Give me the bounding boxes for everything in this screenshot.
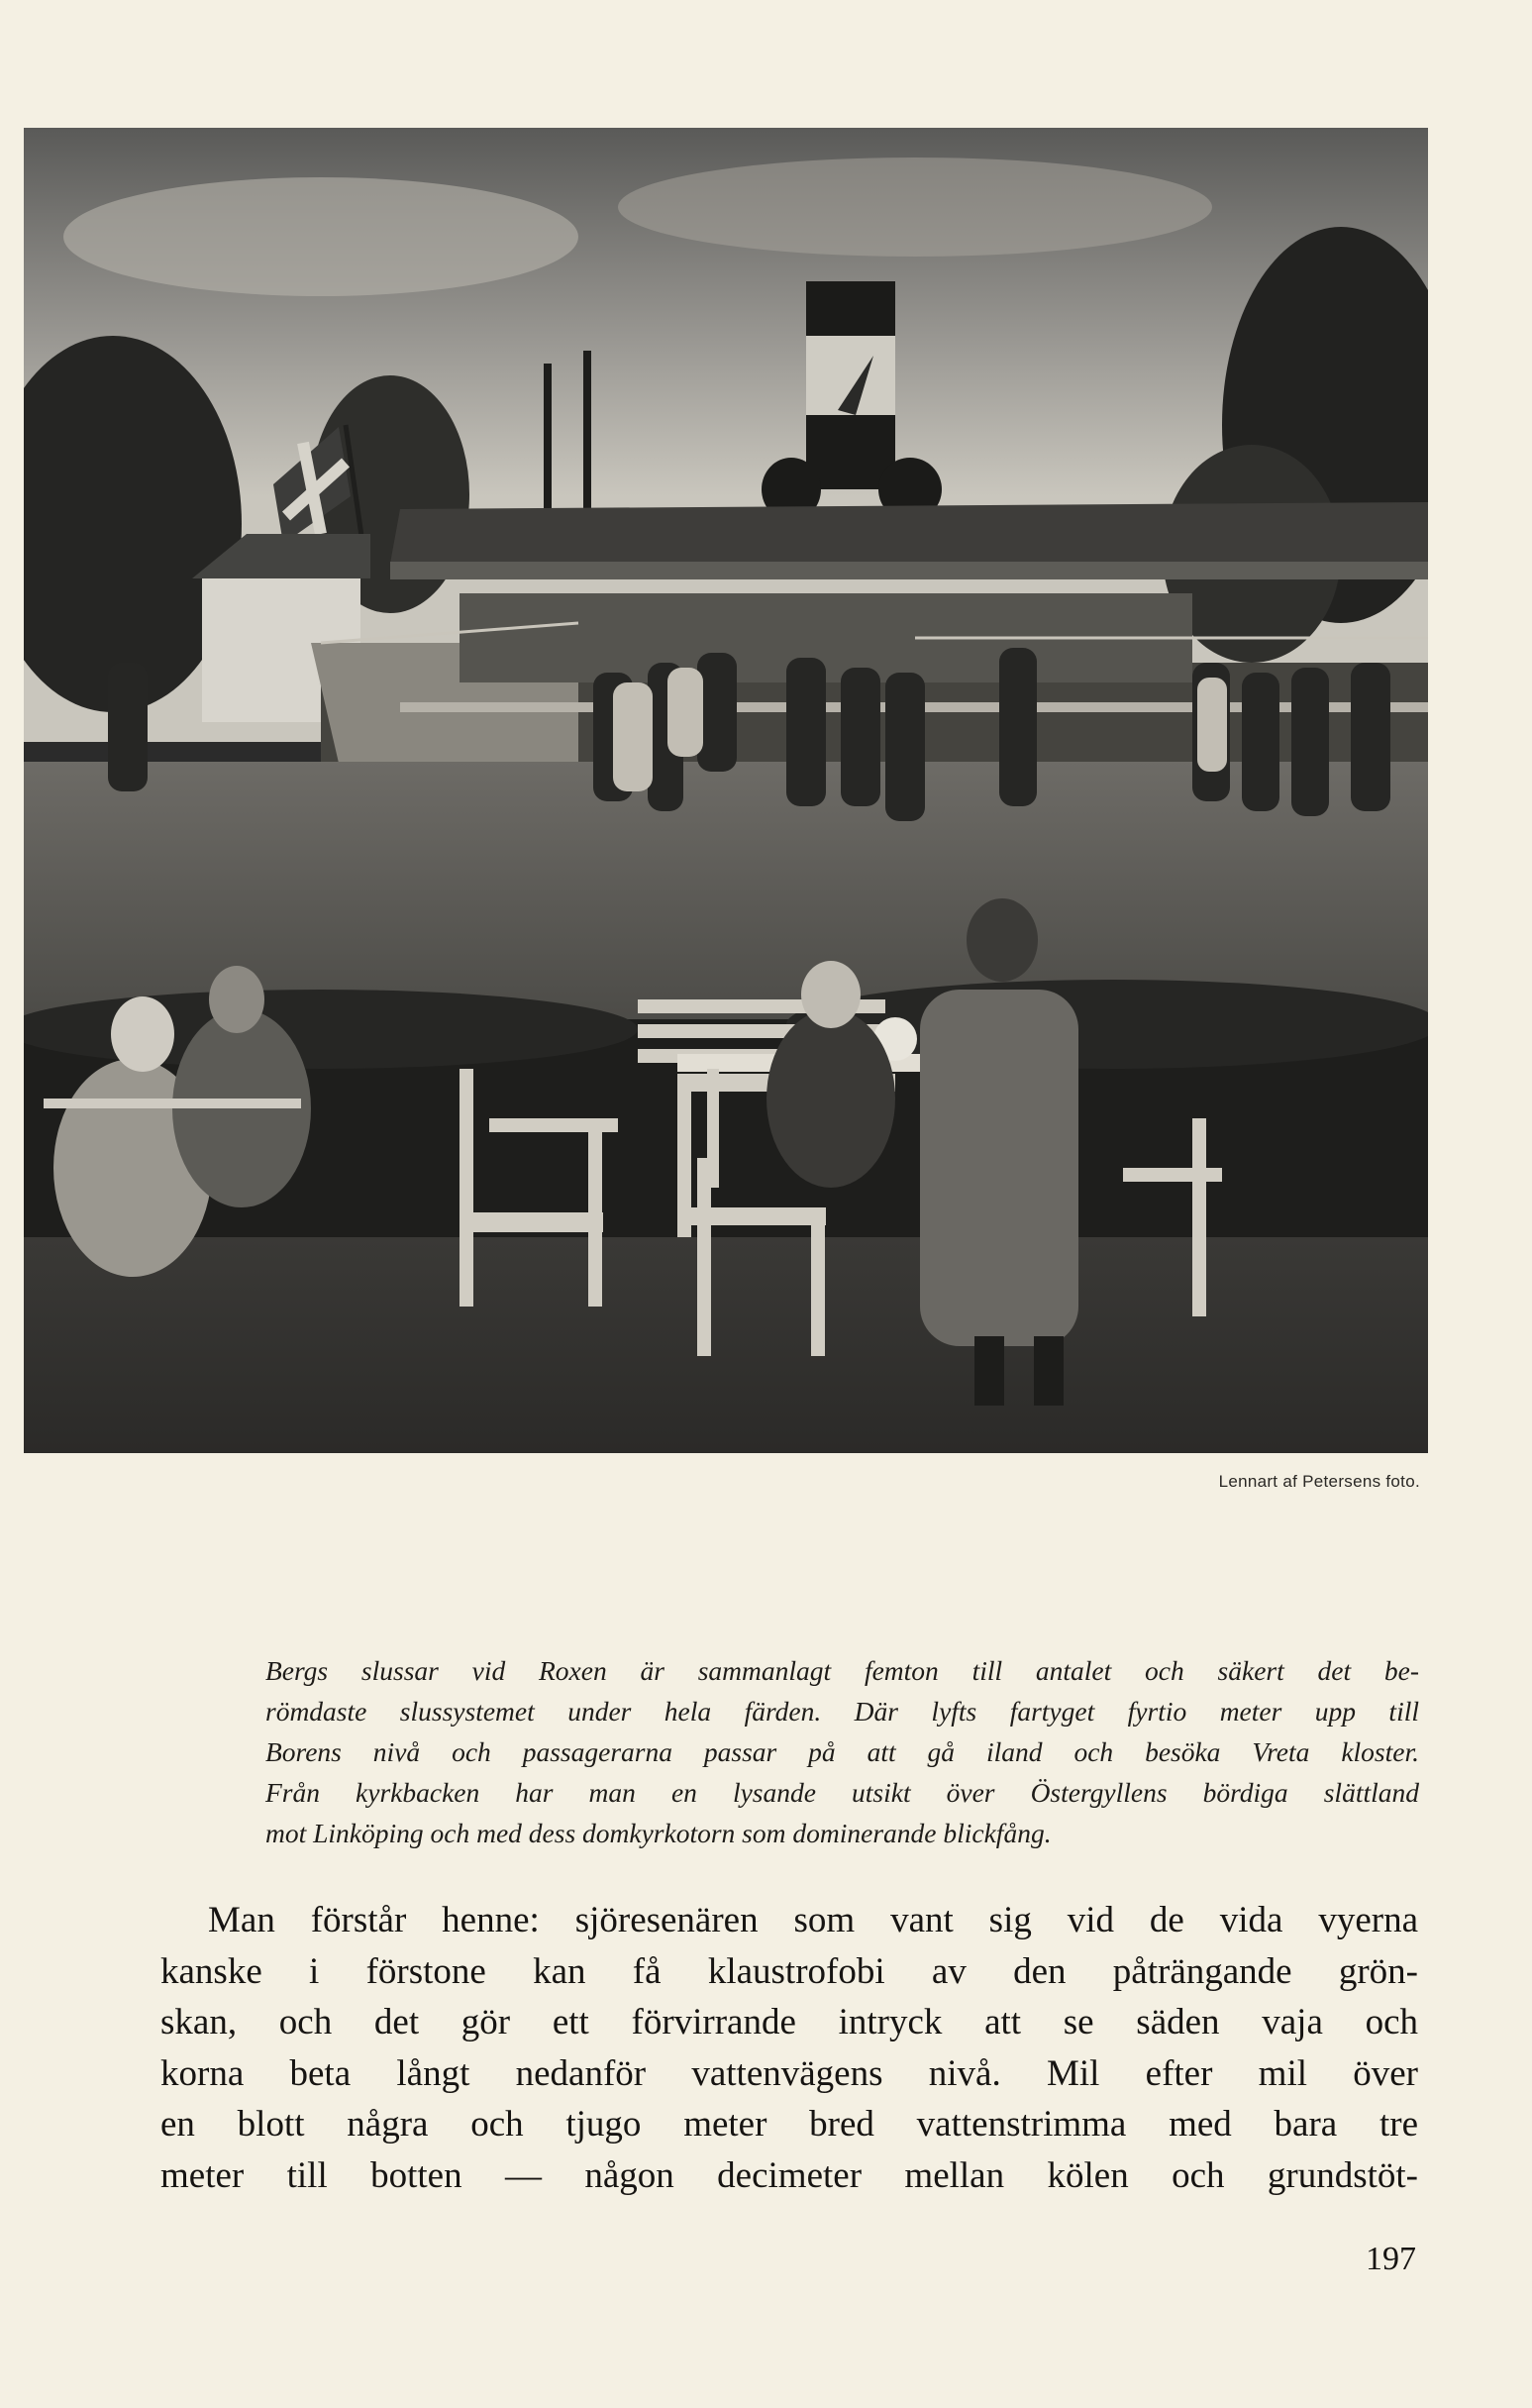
photo-caption: [265, 1650, 1419, 1853]
body-line: Man förstår henne: sjöresenären som vant sig vid de vida vyerna: [208, 1900, 1418, 1940]
body-line: korna beta långt nedanför vattenvägens nivå. Mil efter mil över: [160, 2052, 1418, 2094]
caption-line: Borens nivå och passagerarna passar på att gå iland och besöka Vreta kloster.: [265, 1736, 1419, 1767]
caption-line: römdaste slussystemet under hela färden. Där lyfts fartyget fyrtio meter upp till: [265, 1696, 1419, 1727]
body-paragraph: [160, 1895, 1418, 2201]
caption-line: mot Linköping och med dess domkyrkotorn som dominerande blickfång.: [265, 1818, 1052, 1848]
body-line: meter till botten — någon decimeter mellan kölen och grundstöt-: [160, 2154, 1418, 2196]
steamboat-photograph: [24, 128, 1428, 1453]
page-number: 197: [1366, 2241, 1416, 2277]
photograph-icon: [24, 128, 1428, 1453]
body-line: en blott några och tjugo meter bred vattenstrimma med bara tre: [160, 2104, 1418, 2145]
caption-line: Från kyrkbacken har man en lysande utsikt över Östergyllens bördiga slättland: [265, 1777, 1419, 1808]
body-line: kanske i förstone kan få klaustrofobi av den påträngande grön-: [160, 1950, 1418, 1992]
body-line: skan, och det gör ett förvirrande intryck att se säden vaja och: [160, 2002, 1418, 2042]
caption-line: Bergs slussar vid Roxen är sammanlagt femton till antalet och säkert det be-: [265, 1655, 1419, 1686]
photo-credit: Lennart af Petersens foto.: [1218, 1472, 1420, 1491]
